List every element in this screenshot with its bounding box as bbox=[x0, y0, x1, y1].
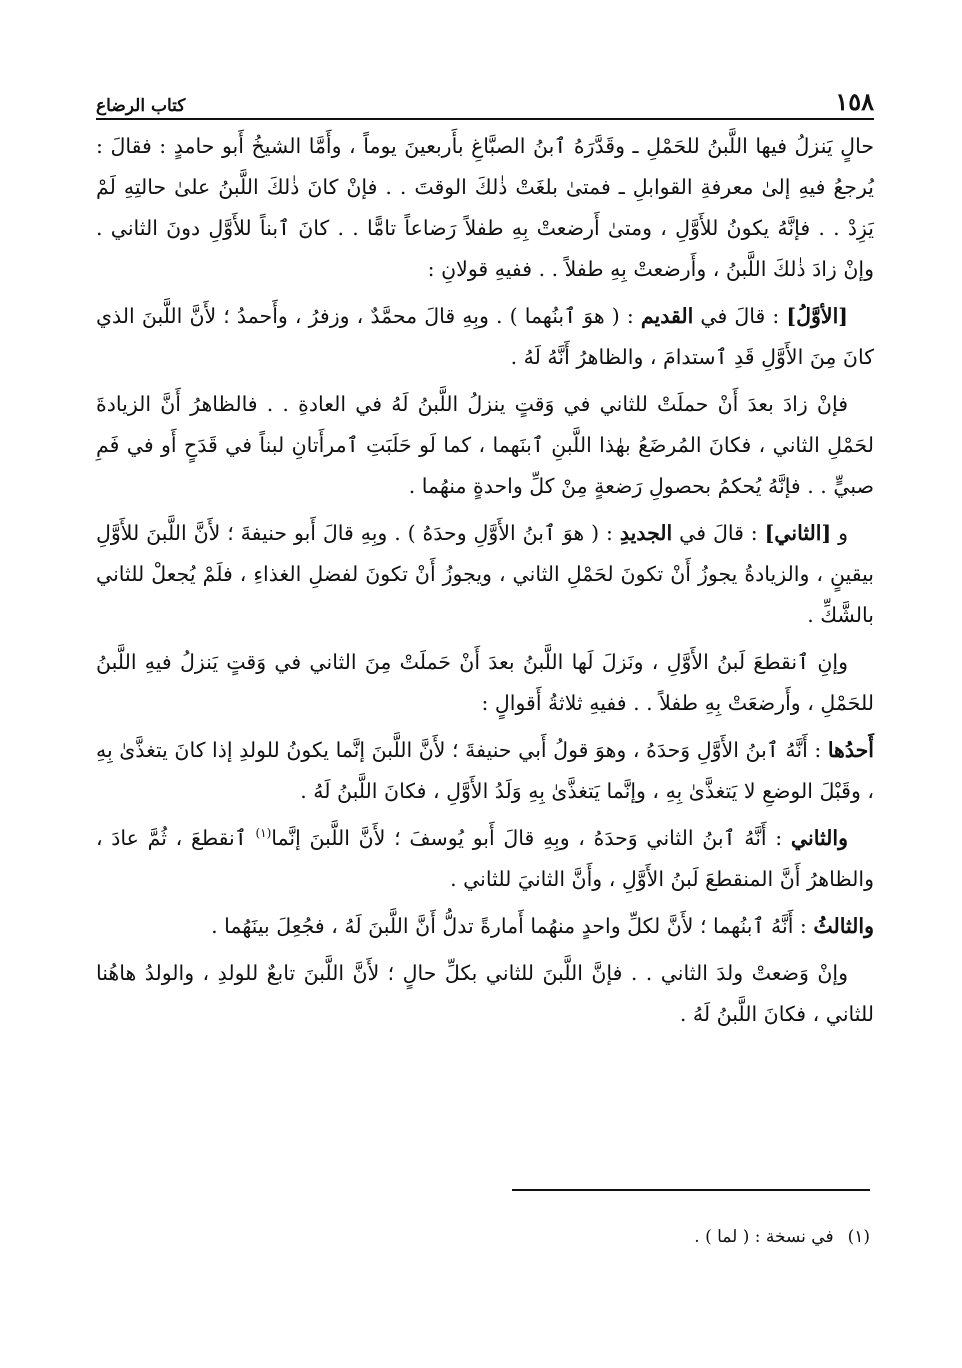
text-run: ٱنقطعَ ، ثُمَّ عادَ ، والظاهرُ أَنَّ المنقطعَ لَبنُ الأَوَّلِ ، وأَنَّ الثانيَ للثاني . bbox=[96, 826, 874, 891]
section-label: أَحدُها bbox=[827, 738, 874, 762]
paragraph: وإنْ وَضعتْ ولدَ الثاني . . فإنَّ اللَّبنَ للثاني بكلِّ حالٍ ؛ لأَنَّ اللَّبنَ تابعٌ للولدِ ، والولدُ هاهُنا للثاني ، فكانَ اللَّبنُ لَهُ . bbox=[96, 961, 874, 1026]
paragraph bbox=[96, 730, 874, 812]
section-label: [الثاني] bbox=[764, 521, 832, 545]
section-label: والثالثُ bbox=[813, 914, 874, 938]
paragraph bbox=[96, 296, 874, 378]
footnote-separator bbox=[512, 1189, 870, 1191]
text-run: : قالَ في bbox=[693, 304, 787, 328]
paragraph bbox=[96, 818, 874, 900]
footnote-marker: (١) bbox=[255, 826, 272, 841]
paragraph bbox=[96, 513, 874, 636]
paragraph bbox=[96, 906, 874, 947]
page-number: ١٥٨ bbox=[835, 87, 874, 116]
text-run: : أَنَّهُ ٱبنُ الثاني وَحدَهُ ، وبِهِ قالَ أَبو يُوسفَ ؛ لأَنَّ اللَّبنَ إنَّما bbox=[271, 826, 791, 850]
main-text bbox=[96, 126, 874, 1041]
text-run: : ( هوَ ٱبنُ الأَوَّلِ وحدَهُ ) . وبِهِ قالَ أَبو حنيفةَ ؛ لأَنَّ اللَّبنَ للأَوَّلِ بيقينٍ ، والزيادةُ يجوزُ أَنْ تكونَ لحَمْلِ الثاني ، ويجوزُ أَنْ تكونَ لفضلِ الغذاءِ ، فلَمْ يُجعلْ للثاني بالشَّكِّ . bbox=[96, 521, 874, 627]
text-run: : قالَ في bbox=[672, 521, 765, 545]
running-head: كتاب الرضاع bbox=[96, 96, 186, 116]
section-label: [الأوَّلُ] bbox=[786, 304, 848, 328]
page-header bbox=[96, 82, 874, 116]
header-rule bbox=[96, 118, 874, 120]
paragraph: حالٍ يَنزلُ فيها اللَّبنُ للحَمْلِ ـ وقَدَّرَهُ ٱبنُ الصبَّاغِ بأَربعينَ يوماً ، وأَمَّا الشيخُ أَبو حامدٍ : فقالَ : يُرجعُ فيهِ إلىٰ معرفةِ القوابلِ ـ فمتىٰ بلغَتْ ذٰلكَ الوقتَ . . فإنْ كانَ ذٰلكَ اللَّبنُ علىٰ حالتِهِ لَمْ يَزِدْ . . فإنَّهُ يكونُ للأَوَّلِ ، ومتىٰ أَرضعتْ بِهِ طفلاً رَضاعاً تامًّا . . كانَ ٱبناً للأَوَّلِ دونَ الثاني . وإنْ زادَ ذٰلكَ اللَّبنُ ، وأَرضعتْ بِهِ طفلاً . . ففيهِ قولانِ : bbox=[96, 134, 874, 281]
footnote-number: (١) bbox=[847, 1227, 870, 1247]
footnote-text: في نسخة : ( لما ) . bbox=[694, 1227, 834, 1247]
text-run: : ( هوَ ٱبنُهما ) . وبِهِ قالَ محمَّدٌ ، وزفرُ ، وأَحمدُ ؛ لأَنَّ اللَّبنَ الذي كانَ مِنَ الأَوَّلِ قَدِ ٱستدامَ ، والظاهرُ أَنَّهُ لَهُ . bbox=[96, 304, 874, 369]
text-run: : أَنَّهُ ٱبنُ الأَوَّلِ وَحدَهُ ، وهوَ قولُ أَبي حنيفةَ ؛ لأَنَّ اللَّبنَ إنَّما يكونُ للولدِ إذا كانَ يتغذَّىٰ بِهِ ، وقَبْلَ الوضعِ لا يَتغذَّىٰ بِهِ ، وإنَّما يَتغذَّىٰ بِهِ وَلَدُ الأَوَّلِ ، فكانَ اللَّبنُ لَهُ . bbox=[96, 738, 874, 803]
paragraph: وإنِ ٱنقطعَ لَبنُ الأَوَّلِ ، ونَزلَ لَها اللَّبنُ بعدَ أَنْ حَملَتْ مِنَ الثاني في وَقتٍ يَنزلُ فيهِ اللَّبنُ للحَمْلِ ، وأَرضعَتْ بِهِ طفلاً . . ففيهِ ثلاثةُ أَقوالٍ : bbox=[96, 650, 874, 715]
text-run: : أَنَّهُ ٱبنُهما ؛ لأَنَّ لكلِّ واحدٍ منهُما أَمارةً تدلُّ أَنَّ اللَّبنَ لَهُ ، فجُعِلَ بينَهُما . bbox=[211, 914, 814, 938]
emphasis: القديم bbox=[640, 304, 694, 328]
emphasis: الجديدِ bbox=[619, 521, 673, 545]
text-run: و bbox=[831, 521, 848, 545]
paragraph: فإنْ زادَ بعدَ أَنْ حملَتْ للثاني في وَقتٍ ينزلُ اللَّبنُ لَهُ في العادةِ . . فالظاهرُ أَنَّ الزيادةَ لحَمْلِ الثاني ، فكانَ المُرضَعُ بهٰذا اللَّبنِ ٱبنَهما ، كما لَو حَلَبَتِ ٱمرأَتانِ لبناً في قَدَحٍ أَو في فَمِ صبيٍّ . . فإنَّهُ يُحكمُ بحصولِ رَضعةٍ مِنْ كلِّ واحدةٍ منهُما . bbox=[96, 392, 874, 498]
footnote bbox=[96, 1222, 870, 1252]
section-label: والثاني bbox=[790, 826, 848, 850]
